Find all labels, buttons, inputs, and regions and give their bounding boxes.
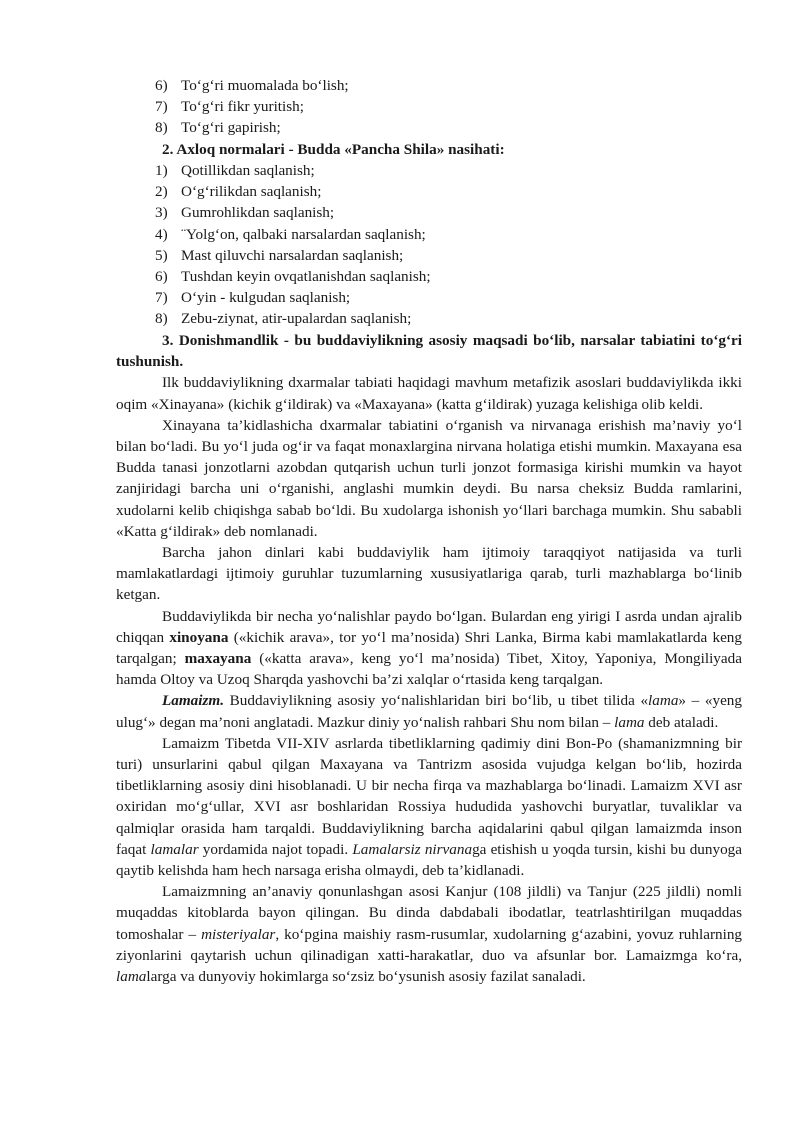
text-run: » – «yeng ulug‘» degan ma’noni anglatadi. Mazkur diniy yo‘nalish rahbari Shu nom bilan – [116,692,742,731]
term-lamalarsiz-nirvana: Lamalarsiz nirvana [352,840,473,858]
list-number: 7) [155,98,168,115]
section-heading-3: 3. Donishmandlik - bu buddaviylikning asosiy maqsadi bo‘lib, narsalar tabiatini to‘g‘ri tushunish. [116,332,742,371]
body-text [116,330,742,987]
text-run: Buddaviylikda bir necha yo‘nalishlar paydo bo‘lgan. Bulardan eng yirigi I asrda undan ajralib chiqqan [116,607,742,646]
list-item [155,117,281,138]
list-text: Gumrohlikdan saqlanish; [181,204,335,221]
list-text: To‘g‘ri muomalada bo‘lish; [181,77,349,94]
list-item [155,75,349,96]
list-number: 8) [155,310,168,327]
list-number: 4) [155,226,168,243]
list-item [155,181,321,202]
list-text: To‘g‘ri fikr yuritish; [181,98,304,115]
paragraph [116,606,742,691]
list-item [155,202,334,223]
list-number: 2) [155,183,168,200]
list-text: Tushdan keyin ovqatlanishdan saqlanish; [181,268,431,285]
list-item [155,160,315,181]
list-text: O‘g‘rilikdan saqlanish; [181,183,322,200]
paragraph [116,881,742,987]
paragraph: Barcha jahon dinlari kabi buddaviylik ham ijtimoiy taraqqiyot natijasida va turli mamlakatlardagi ijtimoiy guruhlar tuzumlarning xususiyatlariga qarab, turli mazhablarga bo‘linib ketgan. [116,544,742,604]
list-item [155,96,304,117]
term-lamaizm: Lamaizm. [162,692,225,710]
list-number: 3) [155,204,168,221]
list-number: 6) [155,77,168,94]
term-maxayana: maxayana [184,650,252,668]
text-run: («kichik arava», tor yo‘l ma’nosida) Shri Lanka, Birma kabi mamlakatlarda keng tarqalgan; [116,628,742,668]
list-number: 7) [155,289,168,306]
text-run: yordamida najot topadi. [198,840,353,858]
paragraph: Ilk buddaviylikning dxarmalar tabiati haqidagi mavhum metafizik asoslari buddaviylikda ikki oqim «Xinayana» (kichik g‘ildirak) va «Maxayana» (katta g‘ildirak) yuzaga kelishiga olib keldi. [116,374,742,413]
text-run: , ko‘pgina maishiy rasm-rusumlar, xudolarning g‘azabini, yovuz ruhlarning ziyonlarini qaytarish uchun qilinadigan xatti-harakatlar, duo va afsunlar bor. Lamaizmga ko‘ra, [116,925,743,964]
text-run: larga va dunyoviy hokimlarga so‘zsiz bo‘ysunish asosiy fazilat sanaladi. [146,968,586,986]
list-text: Qotillikdan saqlanish; [181,162,315,179]
list-number: 1) [155,162,168,179]
paragraph: Xinayana ta’kidlashicha dxarmalar tabiatini o‘rganish va nirvanaga erishish ma’naviy yo‘l bilan bo‘ladi. Bu yo‘l juda og‘ir va faqat monaxlargina nirvana holatiga etishi mumkin. Maxayana esa Budda tanasi jonzotlarni azobdan qutqarish uchun turli jonzot formasiga kirishi mumkin va hayot zanjiridagi barcha uni o‘rganishi, anglashi mumkin deydi. Bu narsa cheksiz Budda ramlarini, xudolarni kelib chiqishga sabab bo‘ldi. Bu xudolarga ishonish yo‘llari barchaga mumkin. Shu sababli «Katta g‘ildirak» deb nomlanadi. [116,416,742,540]
list-item [155,224,426,245]
text-run: ga etishish u yoqda tursin, kishi bu dunyoga qaytib kelishda ham hech narsaga erisha olmaydi, deb ta’kidlanadi. [116,840,743,880]
term-lama: lama [614,713,645,731]
list-item [155,308,411,329]
list-text: ¨Yolg‘on, qalbaki narsalardan saqlanish; [181,226,426,243]
text-run: Buddaviylikning asosiy yo‘nalishlaridan biri bo‘lib, u tibet tilida « [224,692,649,710]
text-run: Lamaizm Tibetda VII-XIV asrlarda tibetliklarning qadimiy dini Bon-Po (shamanizmning bir turi) unsurlarini qabul qilgan Maxayana va Tantrizm asosida vujudga kelgan bo‘lib, hozirda tibetliklarning asosiy dini hisoblanadi. U bir necha firqa va mazhablarga bo‘linadi. Lamaizm XVI asr oxiridan mo‘g‘ullar, XVI asr boshlaridan Rossiya hududida yashovchi buryatlar, tuvaliklar va qalmiqlar orasida ham tarqaldi. Buddaviylikning barcha aqidalarini qabul qilgan lamaizmda inson faqat [116,734,742,858]
section-heading-2: 2. Axloq normalari - Budda «Pancha Shila» nasihati: [162,141,505,158]
list-text: Mast qiluvchi narsalardan saqlanish; [181,247,404,264]
term-lamalar: lamalar [150,840,199,858]
paragraph [116,690,742,732]
list-item [155,266,431,287]
term-lama: lama [116,968,147,986]
list-item [155,245,403,266]
list-number: 8) [155,119,168,136]
list-item [155,287,350,308]
list-text: Zebu-ziynat, atir-upalardan saqlanish; [181,310,412,327]
text-run: deb ataladi. [644,713,719,731]
list-text: To‘g‘ri gapirish; [181,119,281,136]
term-misteriyalar: misteriyalar [201,925,276,943]
list-text: O‘yin - kulgudan saqlanish; [181,289,351,306]
text-run: Lamaizmning an’anaviy qonunlashgan asosi Kanjur (108 jildli) va Tanjur (225 jildli) nomli muqaddas kitoblarda bayon qilingan. Bu dinda dabdabali ibodatlar, teatrlashtirilgan muqaddas tomoshalar – [116,883,742,943]
paragraph [116,733,742,881]
term-lama: lama [648,692,679,710]
list-number: 5) [155,247,168,264]
text-run: («katta arava», keng yo‘l ma’nosida) Tibet, Xitoy, Yaponiya, Mongiliyada hamda Oltoy va Uzoq Sharqda yashovchi ba’zi xalqlar o‘rtasida keng tarqalgan. [116,650,742,689]
list-number: 6) [155,268,168,285]
term-xinoyana: xinoyana [169,628,229,646]
